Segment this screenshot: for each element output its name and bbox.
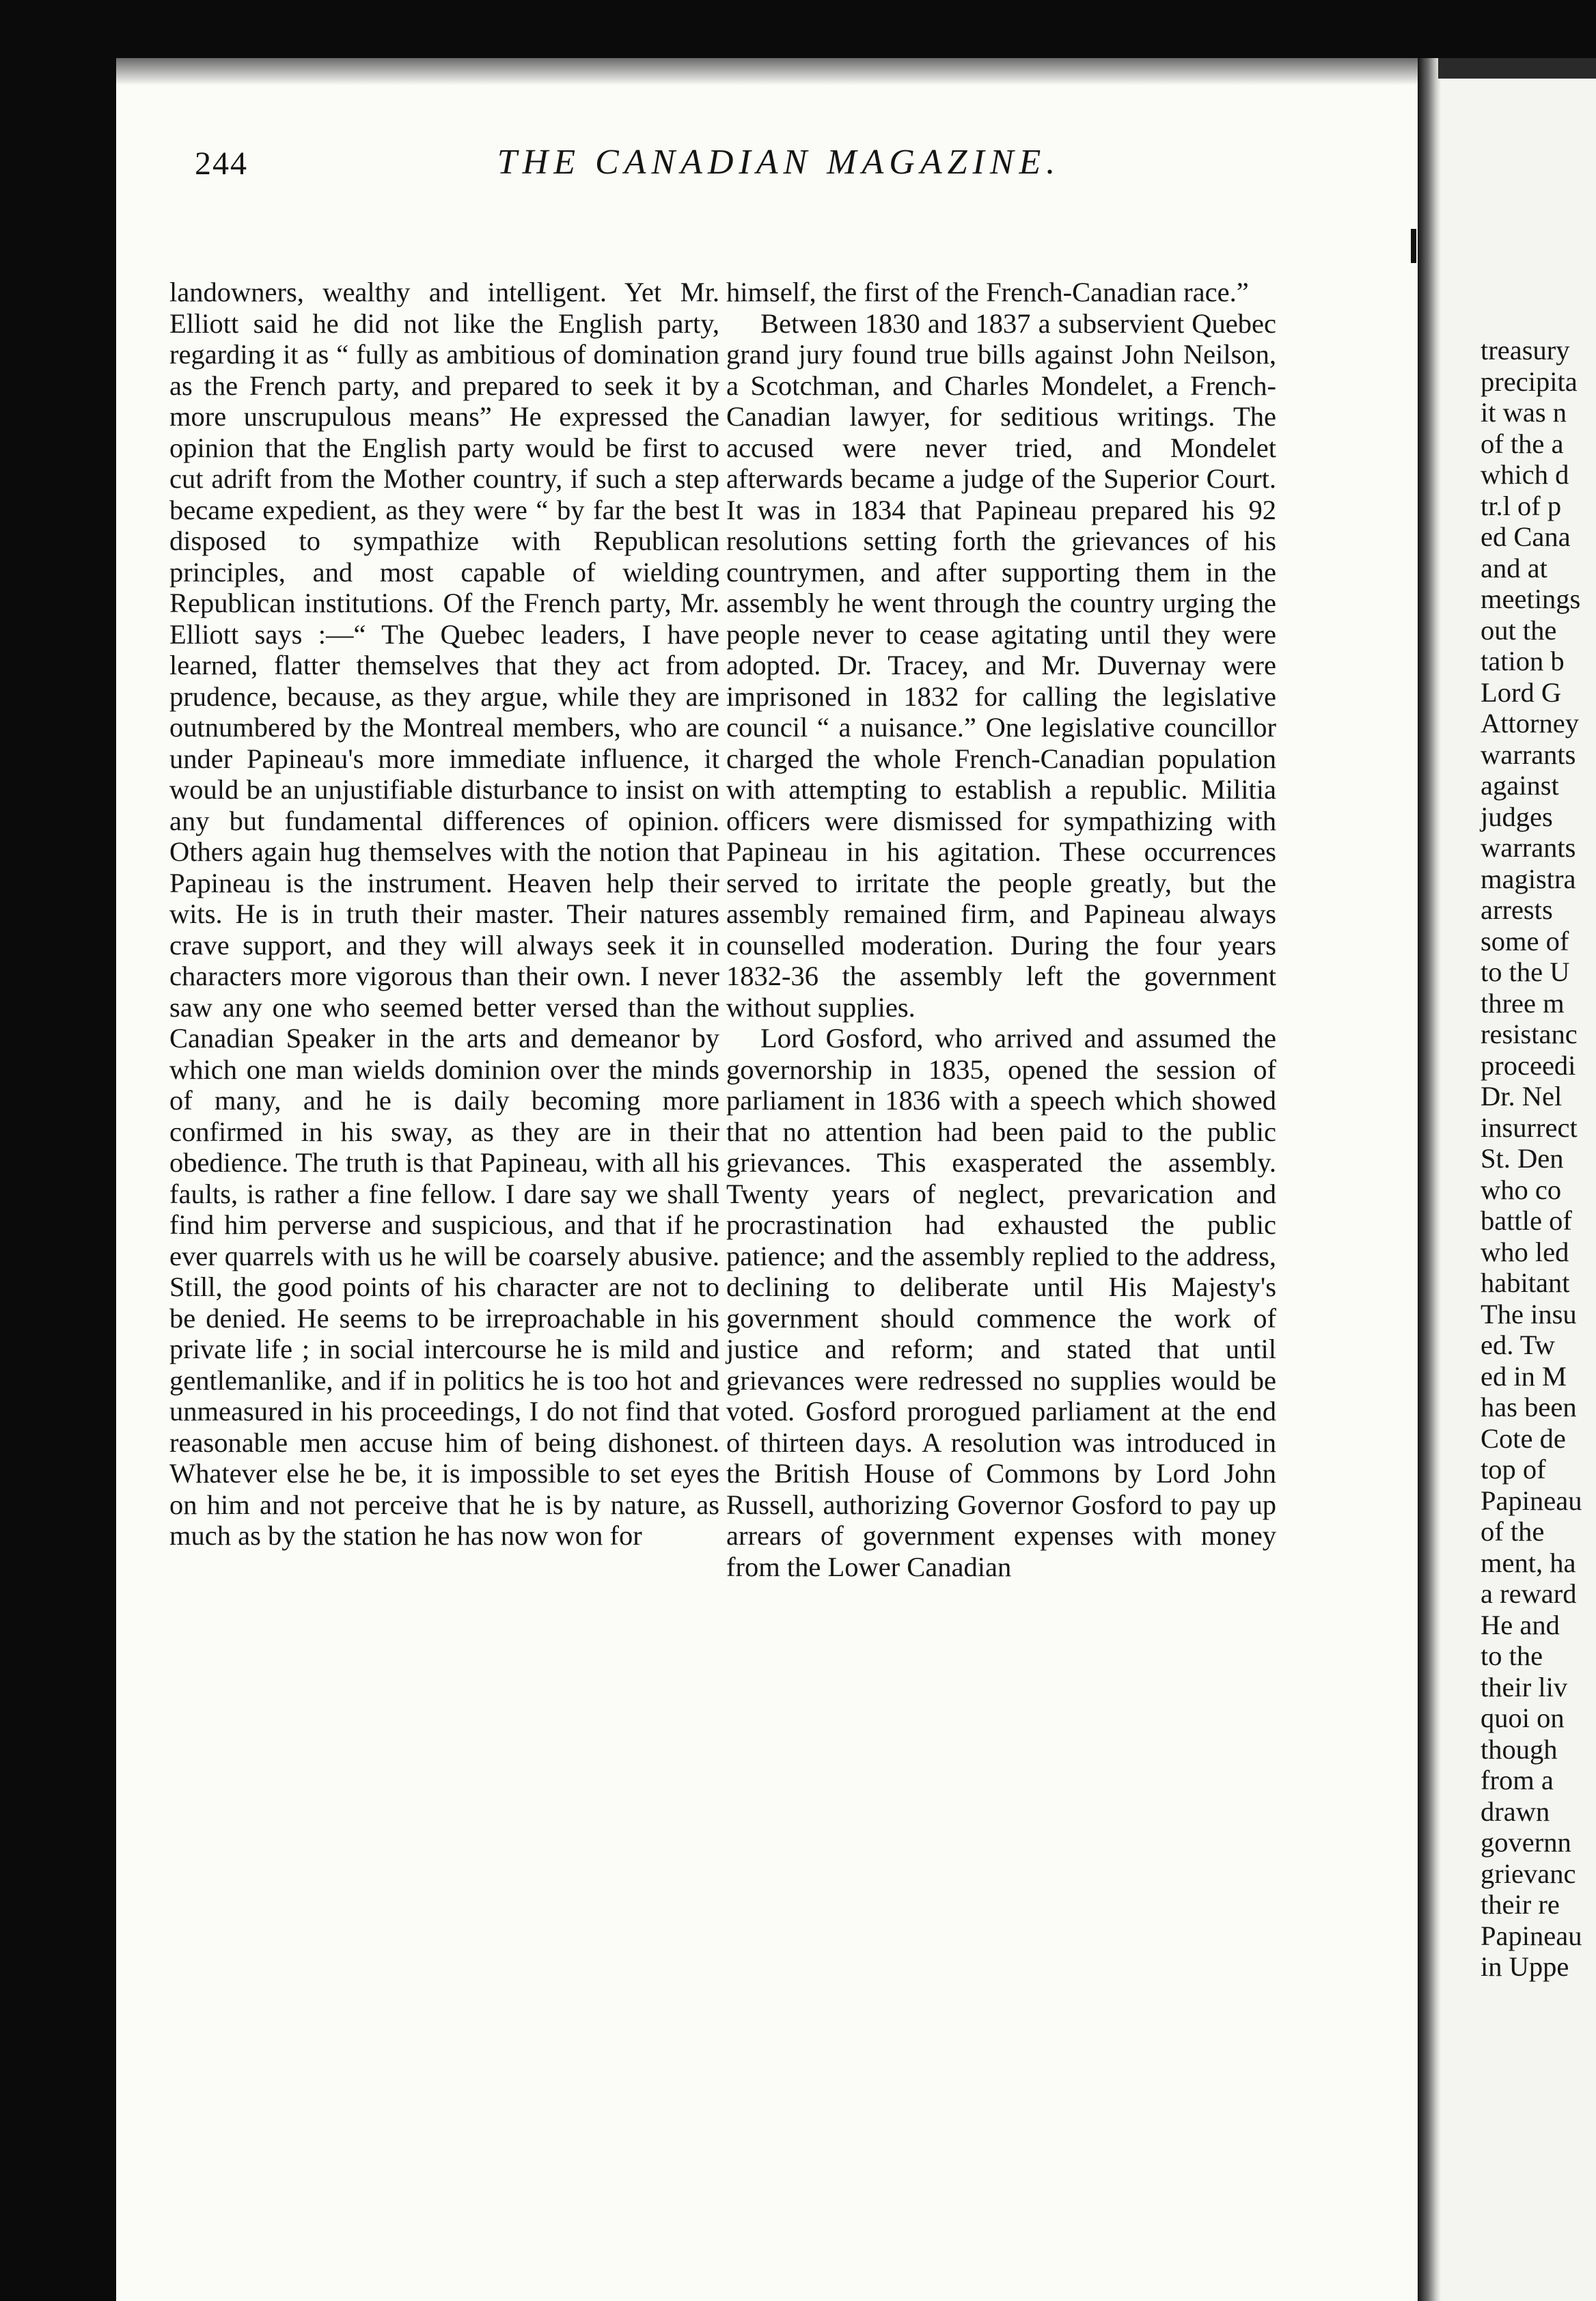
text-line: ment, ha: [1481, 1547, 1576, 1578]
text-line: treasury: [1481, 335, 1570, 366]
text-line: warrants: [1481, 739, 1576, 770]
running-head: THE CANADIAN MAGAZINE.: [497, 143, 1061, 182]
text-line: insurrect: [1481, 1112, 1578, 1143]
text-line: judges: [1481, 801, 1553, 832]
text-line: magistra: [1481, 863, 1576, 894]
text-line: proceedi: [1481, 1049, 1576, 1081]
text-line: grievanc: [1481, 1858, 1576, 1889]
text-line: precipita: [1481, 366, 1578, 397]
book-gutter: [1418, 58, 1441, 2301]
right-page: [1418, 58, 1596, 2301]
text-line: some of: [1481, 925, 1569, 956]
text-column-left: [169, 277, 719, 1552]
page-number: 244: [195, 146, 248, 182]
text-line: quoi on: [1481, 1703, 1565, 1733]
text-line: Papineau: [1481, 1920, 1582, 1951]
text-line: meetings: [1481, 583, 1581, 614]
text-line: drawn: [1481, 1795, 1550, 1827]
text-line: their re: [1481, 1889, 1560, 1920]
right-page-column: [1481, 335, 1596, 1983]
text-line: ed Cana: [1481, 521, 1571, 552]
text-line: He and: [1481, 1609, 1560, 1640]
text-line: their liv: [1481, 1671, 1568, 1703]
paragraph: Between 1830 and 1837 a subservient Quebec grand jury found true bills against John Neilson, a Scotchman, and Charles Mondelet, a French-Canadian lawyer, for seditious writings. The accused were never tried, and Mondelet afterwards became a judge of the Superior Court. It was in 1834 that Papineau prepared his 92 resolutions setting forth the grievances of his countrymen, and after supporting them in the assembly he went through the country urging the people never to cease agitating until they were adopted. Dr. Tracey, and Mr. Duvernay were imprisoned in 1832 for calling the legislative council “ a nuisance.” One legislative councillor charged the whole French-Canadian population with attempting to establish a republic. Militia officers were dismissed for sympathizing with Papineau in his agitation. These occurrences served to irritate the people greatly, but the assembly remained firm, and Papineau always counselled moderation. During the four years 1832-36 the assembly left the government without supplies.: [726, 307, 1276, 1023]
text-line: Dr. Nel: [1481, 1081, 1563, 1112]
text-line: has been: [1481, 1392, 1577, 1422]
text-line: governn: [1481, 1827, 1571, 1858]
text-line: top of: [1481, 1454, 1546, 1485]
text-line: Attorney: [1481, 708, 1579, 739]
text-line: battle of: [1481, 1205, 1572, 1236]
scan-mark: [1411, 229, 1416, 263]
text-line: out the: [1481, 614, 1557, 646]
text-line: habitant: [1481, 1267, 1570, 1298]
paragraph: Lord Gosford, who arrived and assumed the governorship in 1835, opened the session of parliament in 1836 with a speech which showed that no attention had been paid to the public grievances. This exasperated the assembly. Twenty years of neglect, prevarication and procrastination had exhausted the public patience; and the assembly replied to the address, declining to deliberate until His Majesty's government should commence the work of justice and reform; and stated that until grievances were redressed no supplies would be voted. Gosford prorogued parliament at the end of thirteen days. A resolution was introduced in the British House of Commons by Lord John Russell, authorizing Governor Gosford to pay up arrears of government expenses with money from the Lower Canadian: [726, 1023, 1276, 1582]
text-line: St. Den: [1481, 1143, 1564, 1174]
text-line: ed in M: [1481, 1360, 1567, 1392]
paragraph: landowners, wealthy and intelligent. Yet Mr. Elliott said he did not like the English party, regarding it as “ fully as ambitious of domination as the French party, and prepared to seek it by more unscrupulous means” He expressed the opinion that the English party would be first to cut adrift from the Mother country, if such a step became expedient, as they were “ by far the best disposed to sympathize with Republican principles, and most capable of wielding Republican institutions. Of the French party, Mr. Elliott says :—“ The Quebec leaders, I have learned, flatter themselves that they act from prudence, because, as they argue, while they are outnumbered by the Montreal members, who are under Papineau's more immediate influence, it would be an unjustifiable disturbance to insist on any but fundamental differences of opinion. Others again hug themselves with the notion that Papineau is the instrument. Heaven help their wits. He is in truth their master. Their natures crave support, and they will always seek it in characters more vigorous than their own. I never saw any one who seemed better versed than the Canadian Speaker in the arts and demeanor by which one man wields dominion over the minds of many, and he is daily becoming more confirmed in his sway, as they are in their obedience. The truth is that Papineau, with all his faults, is rather a fine fellow. I dare say we shall find him perverse and suspicious, and that if he ever quarrels with us he will be coarsely abusive. Still, the good points of his character are not to be denied. He seems to be irreproachable in his private life ; in social intercourse he is mild and gentlemanlike, and if in politics he is too hot and unmeasured in his proceedings, I do not find that reasonable men accuse him of being dishonest. Whatever else he be, it is impossible to set eyes on him and not perceive that he is by nature, as much as by the station he has now won for: [169, 277, 719, 1551]
text-line: who co: [1481, 1174, 1562, 1205]
page-shadow: [116, 58, 1418, 85]
text-line: resistanc: [1481, 1019, 1578, 1049]
text-line: to the: [1481, 1640, 1543, 1671]
text-line: tation b: [1481, 646, 1565, 676]
text-line: though: [1481, 1733, 1558, 1765]
text-line: from a: [1481, 1765, 1554, 1795]
text-line: in Uppe: [1481, 1951, 1569, 1982]
text-line: which d: [1481, 459, 1569, 490]
text-line: of the a: [1481, 428, 1564, 459]
text-line: The insu: [1481, 1298, 1577, 1329]
text-line: warrants: [1481, 832, 1576, 863]
text-line: and at: [1481, 552, 1547, 583]
text-line: Cote de: [1481, 1422, 1566, 1454]
text-line: who led: [1481, 1236, 1569, 1267]
paragraph: himself, the first of the French-Canadian race.”: [726, 277, 1249, 307]
text-line: three m: [1481, 987, 1565, 1019]
text-line: it was n: [1481, 397, 1567, 428]
text-line: of the: [1481, 1516, 1545, 1547]
text-line: against: [1481, 770, 1559, 801]
text-line: Lord G: [1481, 676, 1562, 708]
page-header: [195, 137, 1363, 205]
text-line: a reward: [1481, 1578, 1577, 1609]
text-line: Papineau: [1481, 1485, 1582, 1516]
text-column-right: [726, 277, 1276, 1582]
text-line: ed. Tw: [1481, 1329, 1555, 1360]
text-line: arrests: [1481, 894, 1553, 925]
text-line: to the U: [1481, 956, 1570, 987]
text-line: tr.l of p: [1481, 490, 1562, 521]
gutter-shadow: [1438, 58, 1596, 79]
